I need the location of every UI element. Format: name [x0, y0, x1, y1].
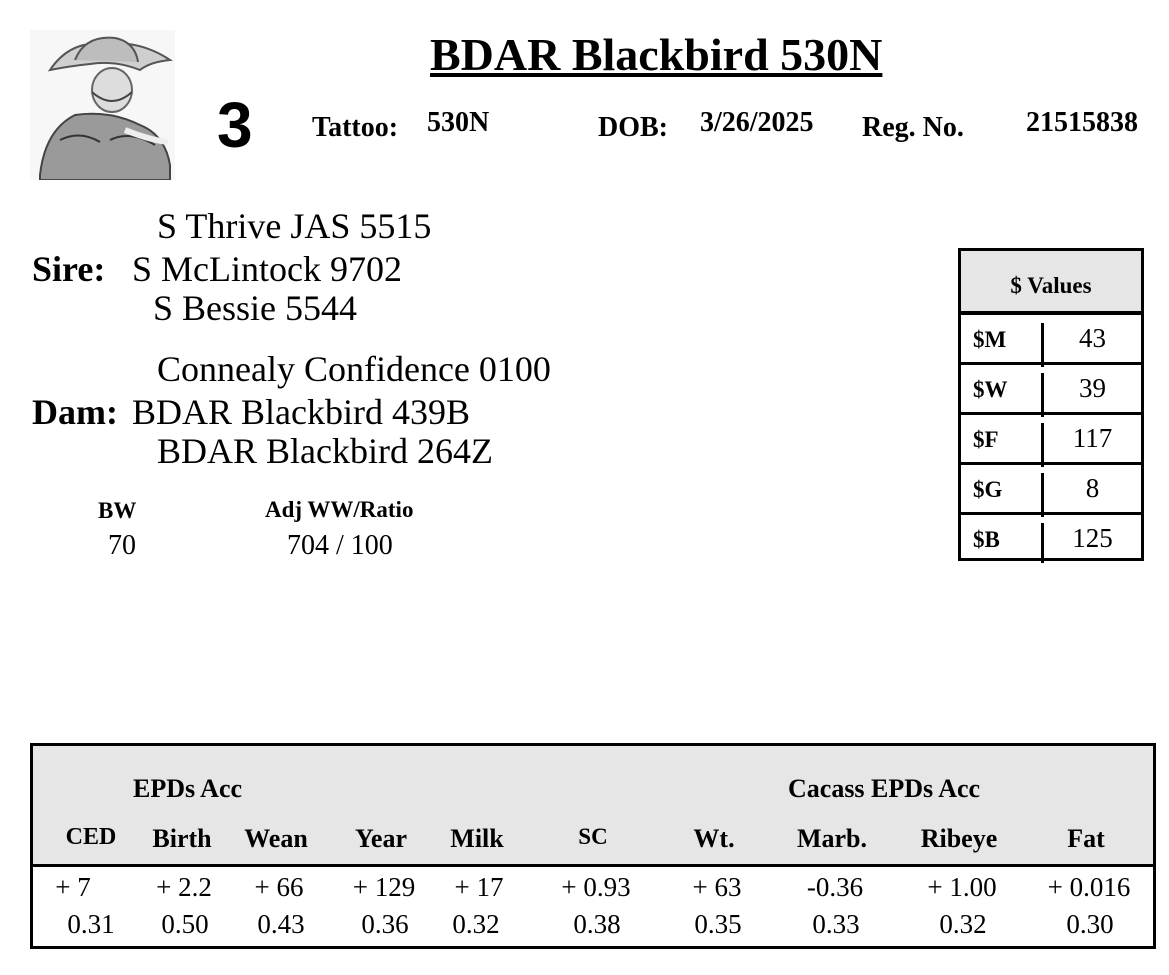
- epd-fat: + 0.016: [1047, 872, 1131, 902]
- sire-dam: S Bessie 5544: [153, 288, 358, 328]
- animal-name-title: BDAR Blackbird 530N: [430, 29, 883, 80]
- dollar-label: $G: [973, 477, 1003, 502]
- acc-ribeye: 0.32: [939, 909, 987, 939]
- col-marb: Marb.: [796, 824, 868, 853]
- epd-year: + 129: [352, 872, 416, 902]
- acc-marb: 0.33: [812, 909, 860, 939]
- acc-milk: 0.32: [452, 909, 500, 939]
- acc-wean: 0.43: [257, 909, 305, 939]
- epd-ced: + 7: [55, 872, 91, 902]
- tattoo-value: 530N: [427, 107, 490, 138]
- epd-wean: + 66: [254, 872, 304, 902]
- col-fat: Fat: [1067, 824, 1105, 853]
- dam-sire: Connealy Confidence 0100: [157, 349, 551, 389]
- dollar-value: 39: [1041, 373, 1141, 417]
- dollar-label: $W: [973, 377, 1008, 402]
- epd-group-label: EPDs Acc: [133, 774, 243, 803]
- dollar-row-f: [961, 412, 1141, 459]
- epd-milk: + 17: [454, 872, 504, 902]
- sire-label: Sire:: [32, 249, 106, 289]
- sire-name: S McLintock 9702: [132, 249, 402, 289]
- dollar-values-table: [958, 248, 1144, 561]
- acc-ced: 0.31: [67, 909, 115, 939]
- acc-birth: 0.50: [161, 909, 209, 939]
- col-sc: SC: [578, 824, 608, 849]
- adj-ww-value: 704 / 100: [287, 530, 393, 561]
- carcass-group-label: Cacass EPDs Acc: [788, 774, 981, 803]
- acc-year: 0.36: [361, 909, 409, 939]
- col-wt: Wt.: [693, 824, 735, 853]
- epd-wt: + 63: [692, 872, 742, 902]
- bw-value: 70: [108, 530, 136, 561]
- dollar-label: $F: [973, 427, 999, 452]
- reg-no-value: 21515838: [1026, 107, 1138, 138]
- col-wean: Wean: [244, 824, 308, 853]
- dollar-value: 43: [1041, 323, 1141, 367]
- sire-sire: S Thrive JAS 5515: [157, 206, 432, 246]
- dollar-label: $B: [973, 527, 1000, 552]
- dollar-row-w: [961, 362, 1141, 409]
- dollar-row-m: [961, 312, 1141, 359]
- dollar-value: 8: [1041, 473, 1141, 517]
- epd-birth: + 2.2: [156, 872, 212, 902]
- col-birth: Birth: [152, 824, 212, 853]
- lot-number: 3: [217, 89, 253, 161]
- dollar-value: 117: [1041, 423, 1141, 467]
- reg-no-label: Reg. No.: [862, 112, 964, 143]
- adj-ww-label: Adj WW/Ratio: [265, 497, 414, 522]
- dollar-values-title: $ Values: [961, 251, 1141, 314]
- epd-sc: + 0.93: [561, 872, 631, 902]
- epd-marb: -0.36: [806, 872, 864, 902]
- dam-label: Dam:: [32, 392, 118, 432]
- cowboy-logo: [30, 30, 175, 180]
- dollar-row-b: [961, 512, 1141, 559]
- bw-label: BW: [98, 498, 137, 523]
- acc-fat: 0.30: [1066, 909, 1114, 939]
- dob-label: DOB:: [598, 112, 668, 143]
- col-year: Year: [355, 824, 407, 853]
- dollar-label: $M: [973, 327, 1007, 352]
- col-ced: CED: [65, 824, 117, 850]
- dob-value: 3/26/2025: [700, 107, 814, 138]
- epd-ribeye: + 1.00: [927, 872, 997, 902]
- dollar-row-g: [961, 462, 1141, 509]
- acc-wt: 0.35: [694, 909, 742, 939]
- acc-sc: 0.38: [573, 909, 621, 939]
- epd-header: [33, 746, 1153, 867]
- epd-table: [30, 743, 1156, 949]
- dam-name: BDAR Blackbird 439B: [132, 392, 470, 432]
- dollar-value: 125: [1041, 523, 1141, 563]
- tattoo-label: Tattoo:: [312, 112, 399, 143]
- col-ribeye: Ribeye: [920, 824, 998, 853]
- dam-dam: BDAR Blackbird 264Z: [157, 431, 493, 471]
- col-milk: Milk: [450, 824, 504, 853]
